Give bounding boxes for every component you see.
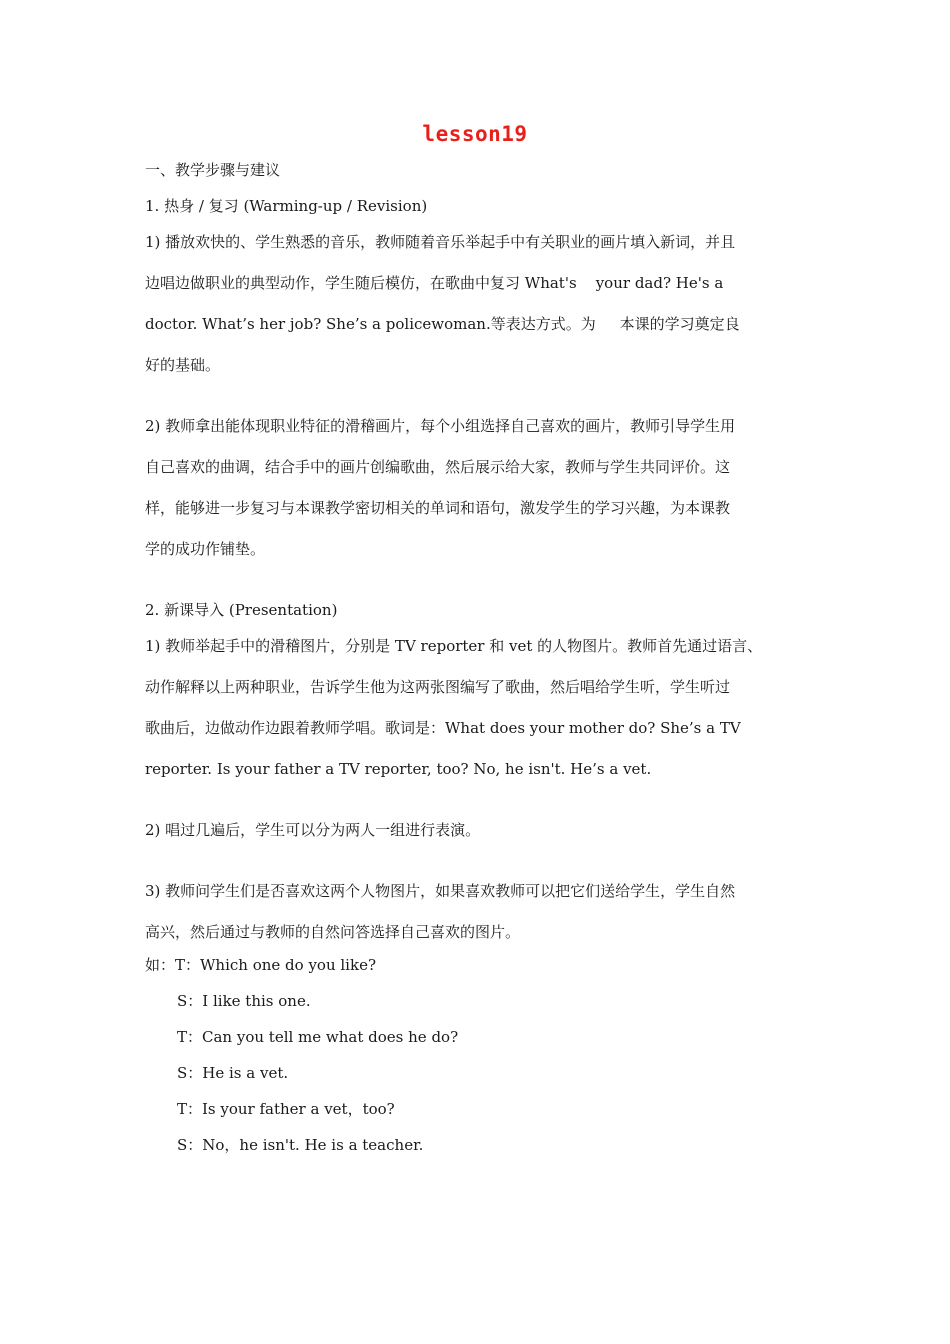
step2-paragraph-1: [145, 626, 810, 790]
paragraph-line: 2) 教师拿出能体现职业特征的滑稽画片，每个小组选择自己喜欢的画片，教师引导学生用: [145, 417, 736, 435]
paragraph-line: 学的成功作铺垫。: [145, 540, 266, 558]
paragraph-line: 好的基础。: [145, 356, 221, 374]
paragraph-line: 歌曲后，边做动作边跟着教师学唱。歌词是：What does your mother do? She’s a TV: [145, 719, 741, 737]
step1-paragraph-2: [145, 406, 810, 570]
step2-paragraph-2: [145, 810, 810, 851]
document-body: [145, 160, 810, 1171]
paragraph-line: 1) 播放欢快的、学生熟悉的音乐，教师随着音乐举起手中有关职业的画片填入新词，并且: [145, 233, 736, 251]
paragraph-line: 3) 教师问学生们是否喜欢这两个人物图片，如果喜欢教师可以把它们送给学生，学生自然: [145, 882, 736, 900]
dialog-line: T：Is your father a vet，too?: [177, 1100, 395, 1118]
dialog-example: [145, 955, 810, 1155]
paragraph-line: 2) 唱过几遍后，学生可以分为两人一组进行表演。: [145, 821, 481, 839]
paragraph-line: 样，能够进一步复习与本课教学密切相关的单词和语句，激发学生的学习兴趣，为本课教: [145, 499, 731, 517]
paragraph-line: reporter. Is your father a TV reporter, too? No, he isn't. He’s a vet.: [145, 760, 652, 778]
step2-heading: 2. 新课导入 (Presentation): [145, 601, 338, 619]
step1-paragraph-1: [145, 222, 810, 386]
paragraph-line: 自己喜欢的曲调，结合手中的画片创编歌曲，然后展示给大家，教师与学生共同评价。这: [145, 458, 731, 476]
paragraph-line: 边唱边做职业的典型动作，学生随后模仿，在歌曲中复习 What's your dad? He's a: [145, 274, 724, 292]
dialog-line: S：I like this one.: [177, 992, 311, 1010]
dialog-line: T：Can you tell me what does he do?: [177, 1028, 459, 1046]
dialog-line: S：He is a vet.: [177, 1064, 289, 1082]
step2-paragraph-3: [145, 871, 810, 953]
paragraph-line: 动作解释以上两种职业，告诉学生他为这两张图编写了歌曲，然后唱给学生听，学生听过: [145, 678, 731, 696]
step1-heading: 1. 热身 / 复习 (Warming-up / Revision): [145, 197, 428, 215]
paragraph-line: 1) 教师举起手中的滑稽图片，分别是 TV reporter 和 vet 的人物图片。教师首先通过语言、: [145, 637, 763, 655]
dialog-line: S：No，he isn't. He is a teacher.: [177, 1136, 424, 1154]
paragraph-line: doctor. What’s her job? She’s a policewoman.等表达方式。为 本课的学习奠定良: [145, 315, 740, 333]
page-title: lesson19: [422, 122, 528, 146]
paragraph-line: 高兴，然后通过与教师的自然问答选择自己喜欢的图片。: [145, 923, 521, 941]
section-heading: 一、教学步骤与建议: [145, 161, 281, 179]
dialog-line: 如：T：Which one do you like?: [145, 956, 376, 974]
